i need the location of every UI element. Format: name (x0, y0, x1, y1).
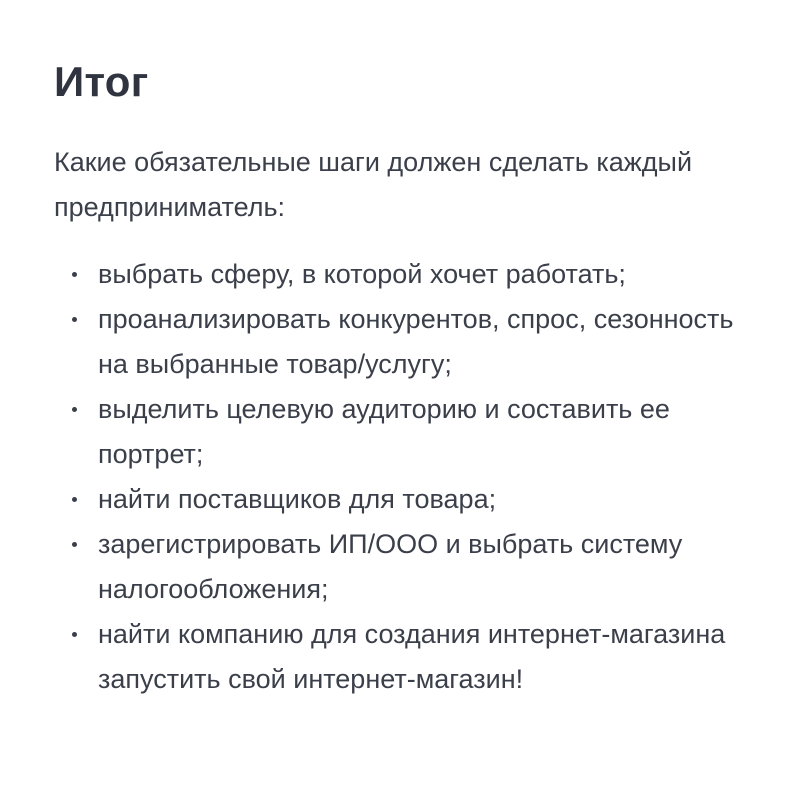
bullet-icon (72, 407, 77, 412)
list-item (54, 252, 754, 297)
bullet-icon (72, 317, 77, 322)
page-title: Итог (54, 58, 149, 105)
bullet-icon (72, 632, 77, 637)
steps-list (54, 252, 754, 702)
list-item-text: зарегистрировать ИП/ООО и выбрать систему налогообложения; (98, 529, 683, 604)
list-item (54, 387, 754, 477)
list-item-text: выделить целевую аудиторию и составить ее портрет; (98, 394, 670, 469)
list-item-text: выбрать сферу, в которой хочет работать; (98, 259, 626, 289)
bullet-icon (72, 542, 77, 547)
bullet-icon (72, 272, 77, 277)
list-item (54, 522, 754, 612)
list-item (54, 477, 754, 522)
list-item-text: найти компанию для создания интернет-магазина запустить свой интернет-магазин! (98, 619, 726, 694)
list-item-text: проанализировать конкурентов, спрос, сезонность на выбранные товар/услугу; (98, 304, 734, 379)
intro-text: Какие обязательные шаги должен сделать каждый предприниматель: (54, 147, 693, 222)
bullet-icon (72, 497, 77, 502)
list-item (54, 612, 754, 702)
list-item-text: найти поставщиков для товара; (98, 484, 497, 514)
list-item (54, 297, 754, 387)
